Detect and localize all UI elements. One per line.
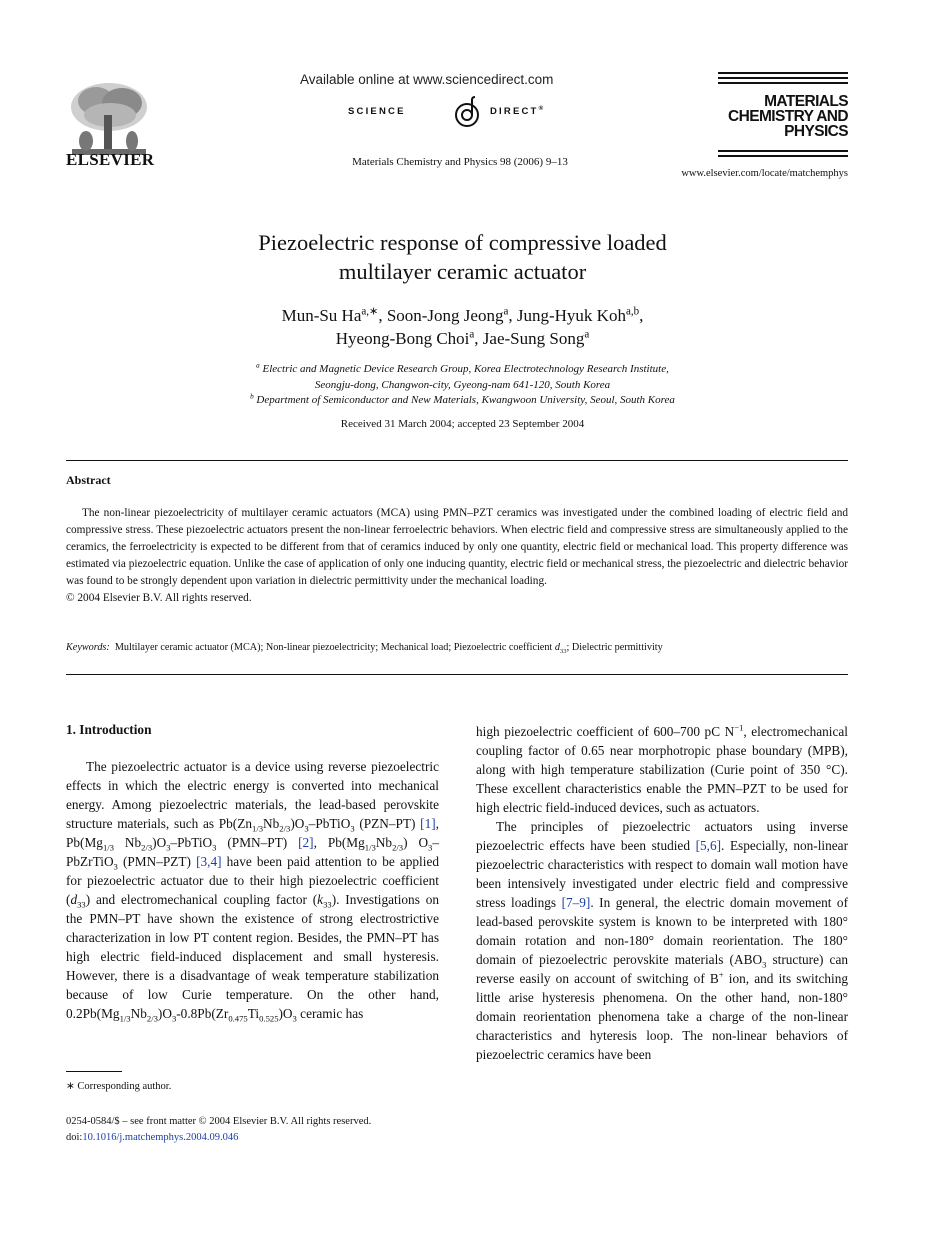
- available-online-text: Available online at www.sciencedirect.com: [300, 72, 554, 87]
- journal-logo: [718, 94, 848, 139]
- author-list: Mun-Su $Ha^{a,∗}$, Soon-Jong Jeong$^a$, Jung-Hyuk Koh$^{a,b}$, Hyeong-Bong Choi$^a$, Jae-Sung Song$^a$: [281, 305, 644, 348]
- citation-link[interactable]: [2]: [298, 835, 314, 850]
- sd-right-word: DIRECT®: [490, 104, 546, 117]
- abstract-copyright: © 2004 Elsevier B.V. All rights reserved.: [66, 592, 252, 604]
- author-name: Mun-Su Ha: [281, 306, 362, 325]
- received-dates: Received 31 March 2004; accepted 23 September 2004: [340, 418, 585, 430]
- affiliation-a-line2: Seongju-dong, Changwon-city, Gyeong-nam 641-120, South Korea: [314, 378, 611, 391]
- journal-reference: Materials Chemistry and Physics 98 (2006) 9–13: [352, 156, 568, 168]
- author-name: Hyeong-Bong Choi: [335, 329, 470, 348]
- body-column-right: [476, 722, 848, 1064]
- author-sup: a: [584, 328, 590, 341]
- journal-logo-line2: CHEMISTRY AND: [728, 108, 848, 125]
- journal-logo-line1: MATERIALS: [764, 93, 848, 110]
- author-sup: a,b: [625, 305, 640, 318]
- abstract-bottom-rule: [66, 674, 848, 675]
- body-column-left: [66, 757, 439, 1023]
- intro-paragraph-1: The piezoelectric actuator is a device using reverse piezoelectric effects in which the electric energy is converted into mechanical energy. Among piezoelectric materials, the lead-based perovskite structure materials, such as $Pb(Zn_{1/3}Nb_{2/3})O_3-PbTiO_3$ (PZN–PT) [1], $Pb(Mg_{1/3}$ $Nb_{2/3})O_3-PbTiO_3$ (PMN–PT) [2], $Pb(Mg_{1/3}Nb_{2/3})$ $O_3-PbZrTiO_3$ (PMN–PZT) [3,4] have been paid attention to be applied for piezoelectric actuator due to their high piezoelectric coefficient $(d_{33})$ and electromechanical coupling factor $(k_{33})$. Investigations on the PMN–PT have shown the existence of strong electrostrictive characterization in low PT content region. Besides, the PMN–PT has high electric field-induced displacement and small hysteresis. However, there is a disadvantage of weak temperature stabilization because of low Curie temperature. On the other hand, $0.2Pb(Mg_{1/3}Nb_{2/3})O_3-0.8Pb(Zr_{0.475}Ti_{0.525})O_3$ ceramic has: [66, 759, 440, 1024]
- page-footer: [66, 1114, 371, 1146]
- keywords: Keywords: Multilayer ceramic actuator (MCA); Non-linear piezoelectricity; Mechanical load; Piezoelectric coefficient $d_{33}$; Dielectric permittivity: [66, 642, 663, 656]
- abstract-text: The non-linear piezoelectricity of multilayer ceramic actuators (MCA) using PMN–PZT ceramics was investigated under the combined loading of electric field and compressive stress. These piezoelectric actuators present the non-linear ferroelectric behaviors. When electric field and compressive stress are simultaneously applied to the ceramics, the ferroelectricity is expected to be different from that of ceramics induced by only one quantity, electric field or mechanical load. This property difference was estimated via piezoelectric equation. Unlike the case of application of only one inducing quantity, electric field or mechanical stress, the piezoelectric and dielectric behavior was found to be strongly dependent upon variation in dielectric permittivity under the mechanical loading.: [66, 507, 848, 587]
- footnote-rule: [66, 1071, 122, 1072]
- footer-issn: 0254-0584/$ – see front matter © 2004 Elsevier B.V. All rights reserved.: [66, 1116, 372, 1127]
- sd-left-word: SCIENCE: [348, 106, 406, 117]
- journal-logo-rules-bottom: [718, 150, 848, 160]
- doi-link[interactable]: 10.1016/j.matchemphys.2004.09.046: [82, 1132, 239, 1143]
- doi-prefix: doi:: [66, 1132, 83, 1143]
- journal-logo-line3: PHYSICS: [784, 123, 848, 140]
- author-name: Soon-Jong Jeong: [386, 306, 504, 325]
- footnote-corresponding: ∗ Corresponding author.: [66, 1081, 172, 1092]
- intro-paragraph-2: The principles of piezoelectric actuators using inverse piezoelectric effects have been studied [5,6]. Especially, non-linear piezoelectric characteristics with respect to domain wall motion have been intensively investigated under electric field and compressive stress loadings [7–9]. In general, the electric domain movement of lead-based perovskite system is known to be interpreted with 180° domain rotation and non-180° domain reorientation. The 180° domain of piezoelectric perovskite materials ($ABO_3$ structure) can reverse easily on account of switching of B+ ion, and its switching little arise hysteresis phenomena. On the other hand, non-180° domain reorientation phenomena take a charge of the non-linear characteristics and hyteresis loop. The non-linear behaviors of piezoelectric ceramics have been: [476, 819, 848, 1062]
- author-sup: a: [503, 305, 509, 318]
- abstract-body: [66, 505, 848, 607]
- author-sup: a,∗: [361, 305, 379, 318]
- sd-at-icon: [451, 96, 483, 130]
- intro-paragraph-1-cont: high piezoelectric coefficient of 600–700 pC $N^{-1}$, electromechanical coupling factor of 0.65 near morphotropic phase boundary (MPB), along with high temperature stabilization (Curie point of 350 °C). These excellent characteristics enable the PMN–PZT to be used for high electric field-induced devices, such as actuators.: [476, 722, 848, 815]
- abstract-top-rule: [66, 460, 848, 461]
- affiliation-a-line1: Electric and Magnetic Device Research Group, Korea Electrotechnology Research Institute,: [262, 363, 669, 375]
- citation-link[interactable]: [5,6]: [695, 838, 722, 853]
- citation-link[interactable]: [3,4]: [196, 854, 222, 869]
- abstract-heading: Abstract: [66, 473, 111, 487]
- journal-logo-rules-top: [718, 72, 848, 87]
- citation-link[interactable]: [1]: [420, 816, 436, 831]
- sciencedirect-logo: [348, 96, 578, 132]
- affiliation-b: Department of Semiconductor and New Materials, Kwangwoon University, Seoul, South Korea: [256, 394, 675, 406]
- title-line-1: Piezoelectric response of compressive loaded: [258, 230, 667, 255]
- article-title: [130, 228, 795, 286]
- citation-link[interactable]: [7–9]: [561, 895, 591, 910]
- section-heading-introduction: 1. Introduction: [66, 722, 152, 737]
- author-name: Jae-Sung Song: [482, 329, 585, 348]
- elsevier-wordmark: ELSEVIER: [66, 150, 155, 169]
- journal-url[interactable]: www.elsevier.com/locate/matchemphys: [681, 168, 848, 179]
- keywords-label: Keywords:: [66, 642, 110, 653]
- author-sup: a: [469, 328, 475, 341]
- author-name: Jung-Hyuk Koh: [516, 306, 626, 325]
- title-line-2: multilayer ceramic actuator: [338, 259, 587, 284]
- affiliations: $^a$ Electric and Magnetic Device Research Group, Korea Electrotechnology Research Institute, Seongju-dong, Changwon-city, Gyeong-nam 641-120, South Korea $^b$ Department of Semiconductor and New Materials, Kwangwoon University, Seoul, South Korea: [130, 362, 795, 409]
